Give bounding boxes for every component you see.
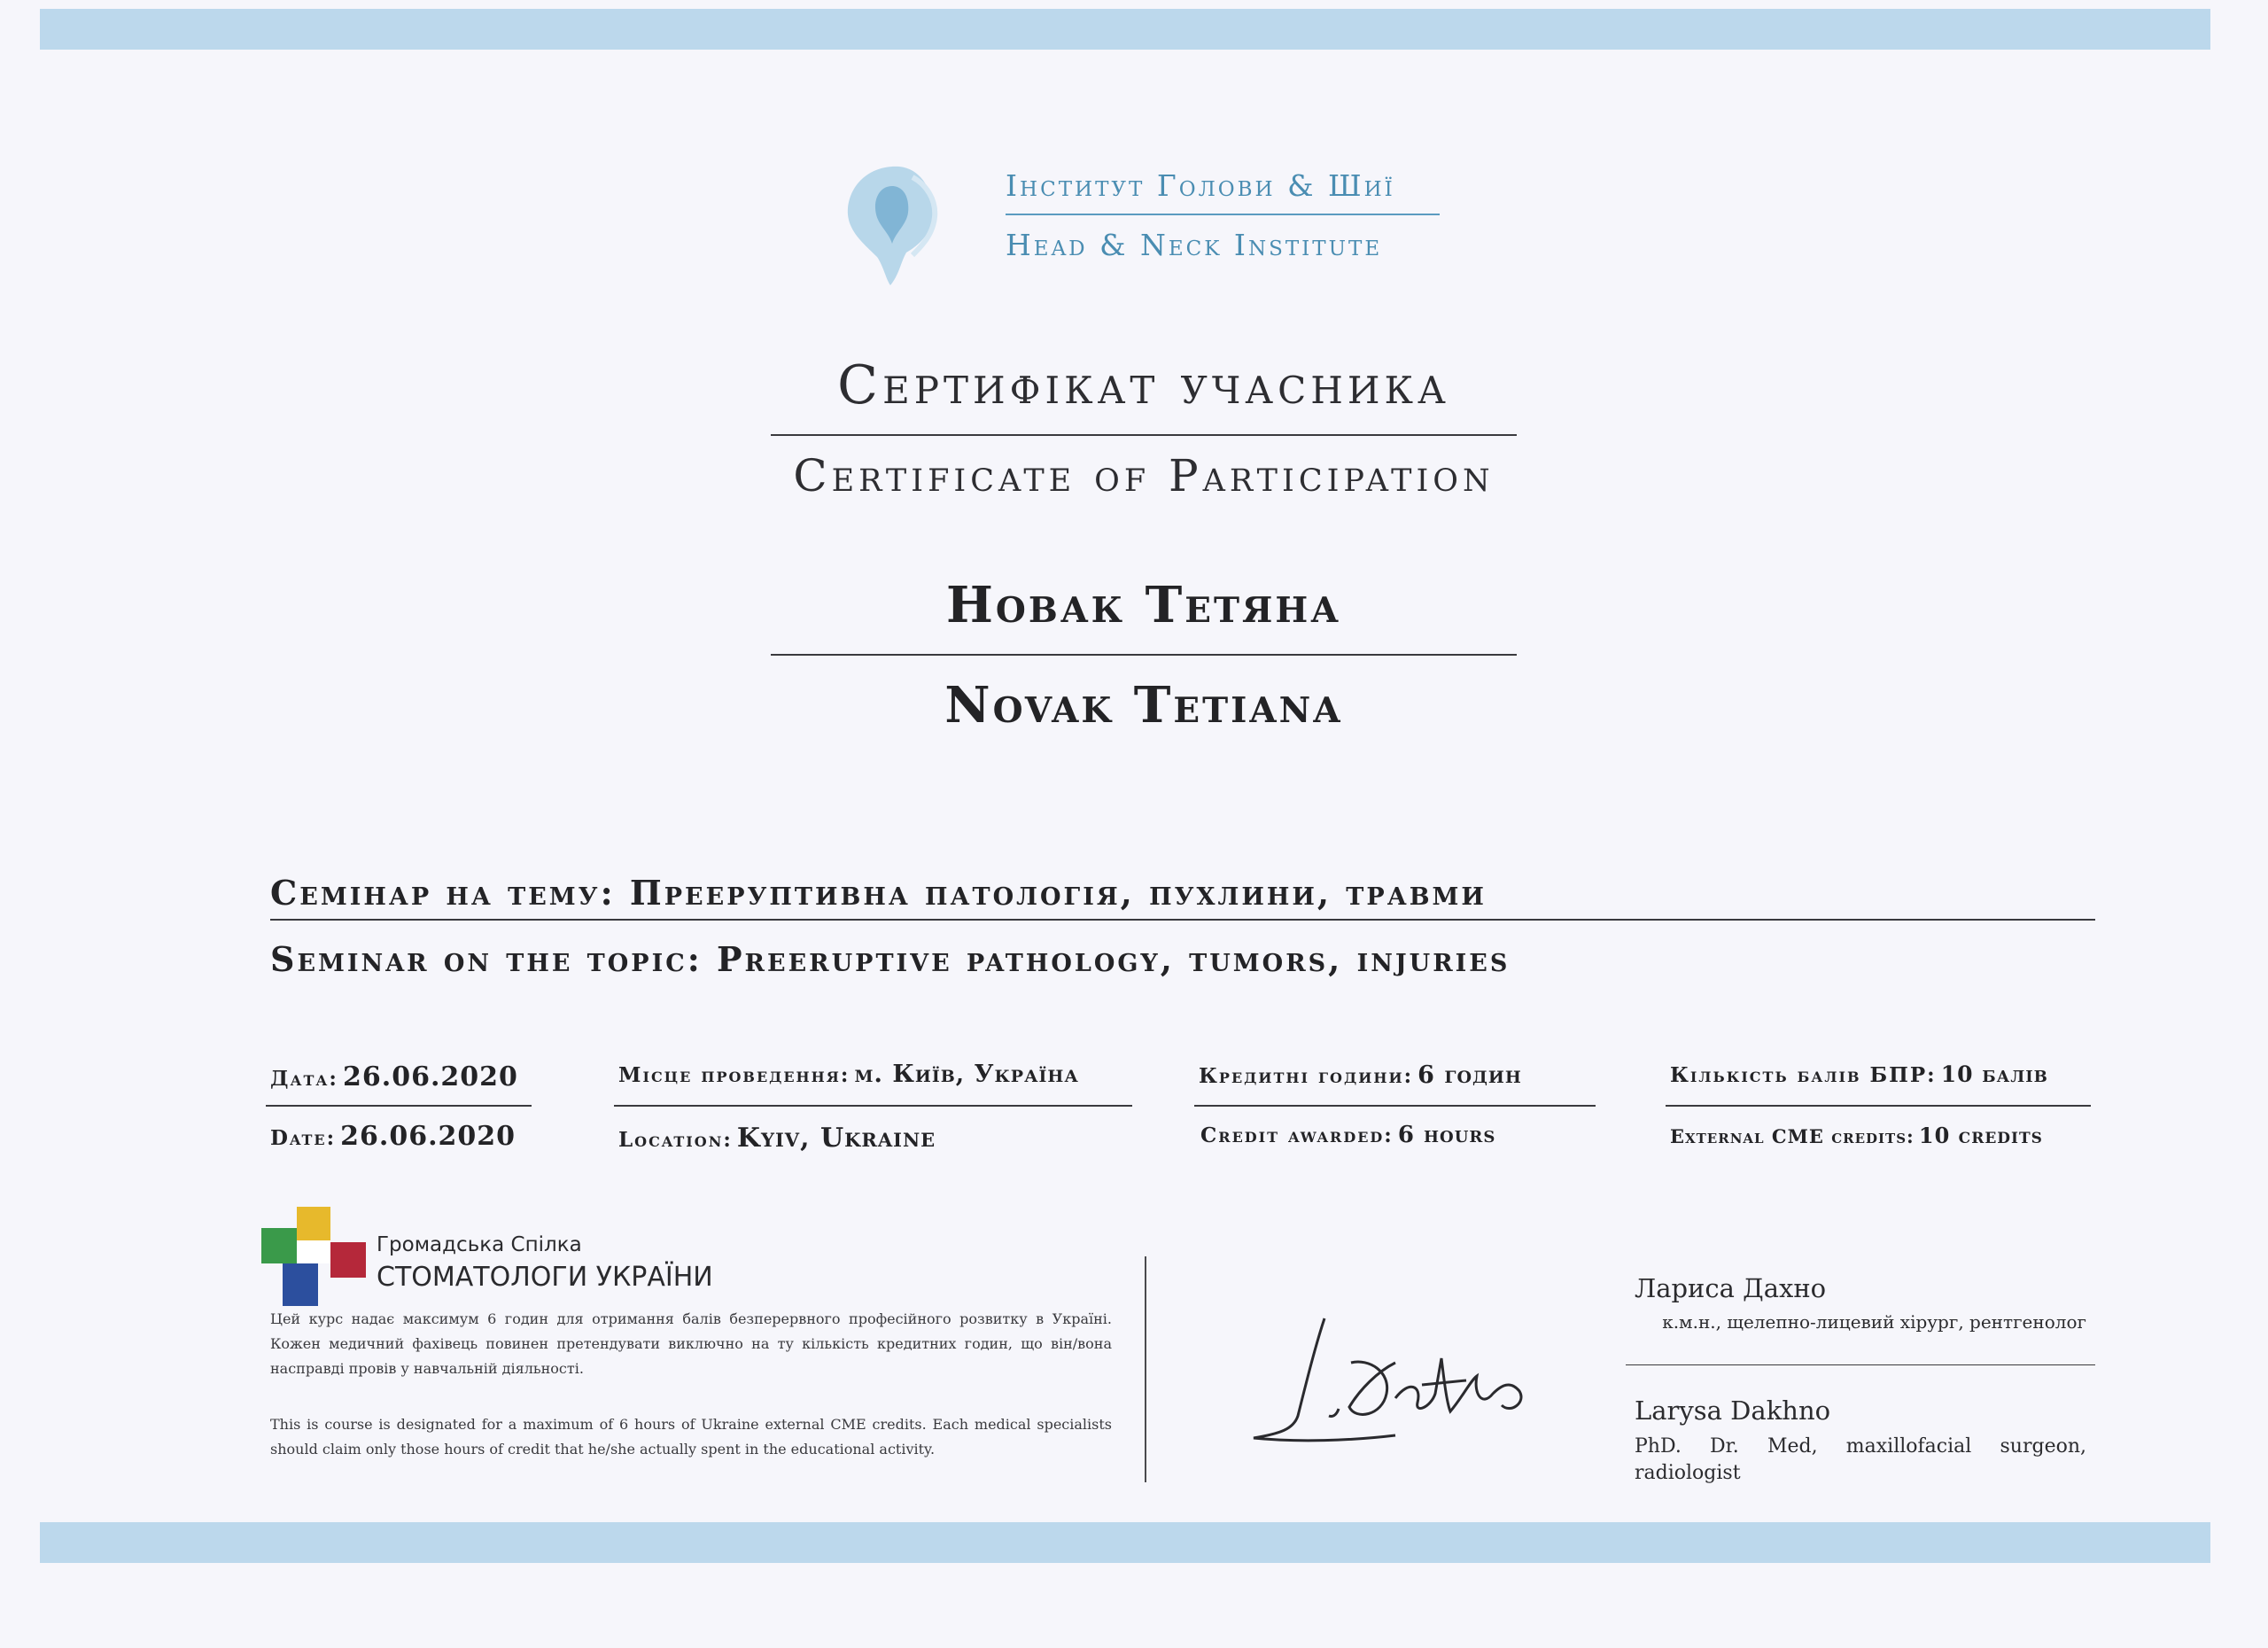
title-divider <box>771 434 1517 436</box>
date-field-en <box>270 1121 516 1152</box>
seminar-topic-uk <box>270 873 2095 913</box>
date-label-uk: Дата: <box>270 1067 338 1091</box>
cme-divider <box>1666 1105 2091 1107</box>
location-value-en: Kyiv, Ukraine <box>736 1123 936 1154</box>
cme-note-uk: Цей курс надає максимум 6 годин для отримання балів безперервного професійного розвитку в Україні. Кожен медичний фахівець повинен претендувати виключно на ту кількість кредитних годин, що він/вона насправді провів у навчальній діяльності. <box>270 1310 1112 1377</box>
participant-name-uk: Новак Тетяна <box>945 576 1341 634</box>
date-value-uk: 26.06.2020 <box>343 1061 518 1092</box>
seminar-topic-en <box>270 939 2095 979</box>
location-label-en: Location: <box>618 1128 733 1152</box>
date-divider <box>266 1105 532 1107</box>
credit-value-uk: 6 годин <box>1418 1061 1522 1089</box>
signer-title-en: PhD. Dr. Med, maxillofacial surgeon, radiologist <box>1635 1435 2086 1484</box>
signer-title-uk: к.м.н., щелепно-лицевий хірург, рентгенолог <box>1662 1311 2086 1333</box>
institute-name-uk: Інститут Голови & Шиї <box>1006 168 1440 215</box>
cme-note-en: This is course is designated for a maximum of 6 hours of Ukraine external CME credits. Each medical specialists should claim only those hours of credit that he/she actually spent in the educational activity. <box>270 1416 1112 1458</box>
credit-field-en <box>1200 1122 1495 1148</box>
location-divider <box>614 1105 1132 1107</box>
cme-value-en: 10 credits <box>1918 1123 2043 1148</box>
date-label-en: Date: <box>270 1126 337 1150</box>
credit-divider <box>1194 1105 1596 1107</box>
certificate-title-en: Certificate of Participation <box>793 450 1495 501</box>
cme-label-uk: Кількість балів БПР: <box>1670 1063 1937 1087</box>
association-name-line2: СТОМАТОЛОГИ УКРАЇНИ <box>377 1262 713 1293</box>
cme-field-uk <box>1670 1061 2048 1087</box>
cme-label-en: External CME credits: <box>1670 1125 1915 1147</box>
date-field-uk <box>270 1061 518 1092</box>
location-value-uk: м. Київ, Україна <box>854 1061 1079 1088</box>
certificate-title-uk: Сертифікат учасника <box>837 354 1450 416</box>
dental-association-name <box>377 1233 713 1293</box>
seminar-divider <box>270 919 2095 921</box>
institute-name-en: Head & Neck Institute <box>1006 228 1383 262</box>
head-neck-logo-icon <box>837 159 957 288</box>
credit-field-uk <box>1199 1061 1522 1089</box>
signer-name-en: Larysa Dakhno <box>1635 1395 1831 1426</box>
date-value-en: 26.06.2020 <box>340 1121 517 1152</box>
signer-divider <box>1626 1364 2095 1365</box>
location-field-uk <box>618 1061 1079 1088</box>
cme-value-uk: 10 балів <box>1940 1061 2048 1087</box>
institute-logo-text <box>1006 168 1440 262</box>
dental-association-logo-icon <box>261 1207 368 1306</box>
location-label-uk: Місце проведення: <box>618 1063 850 1087</box>
cme-field-en <box>1670 1123 2043 1148</box>
vertical-divider <box>1145 1256 1146 1482</box>
seminar-value-en: Preeruptive pathology, tumors, injuries <box>716 939 1511 979</box>
seminar-label-uk: Семінар на тему: <box>270 873 616 913</box>
seminar-label-en: Seminar on the topic: <box>270 939 703 979</box>
top-band <box>40 9 2210 50</box>
bottom-band <box>40 1522 2210 1563</box>
association-name-line1: Громадська Спілка <box>377 1233 582 1256</box>
handwritten-signature <box>1245 1310 1550 1451</box>
credit-label-uk: Кредитні години: <box>1199 1064 1414 1088</box>
credit-label-en: Credit awarded: <box>1200 1123 1394 1147</box>
location-field-en <box>618 1123 936 1154</box>
credit-value-en: 6 hours <box>1397 1122 1496 1148</box>
signer-name-uk: Лариса Дахно <box>1635 1273 1827 1303</box>
participant-name-en: Novak Tetiana <box>944 676 1343 735</box>
name-divider <box>771 654 1517 656</box>
seminar-value-uk: Преeруптивна патологія, пухлини, травми <box>629 873 1487 913</box>
